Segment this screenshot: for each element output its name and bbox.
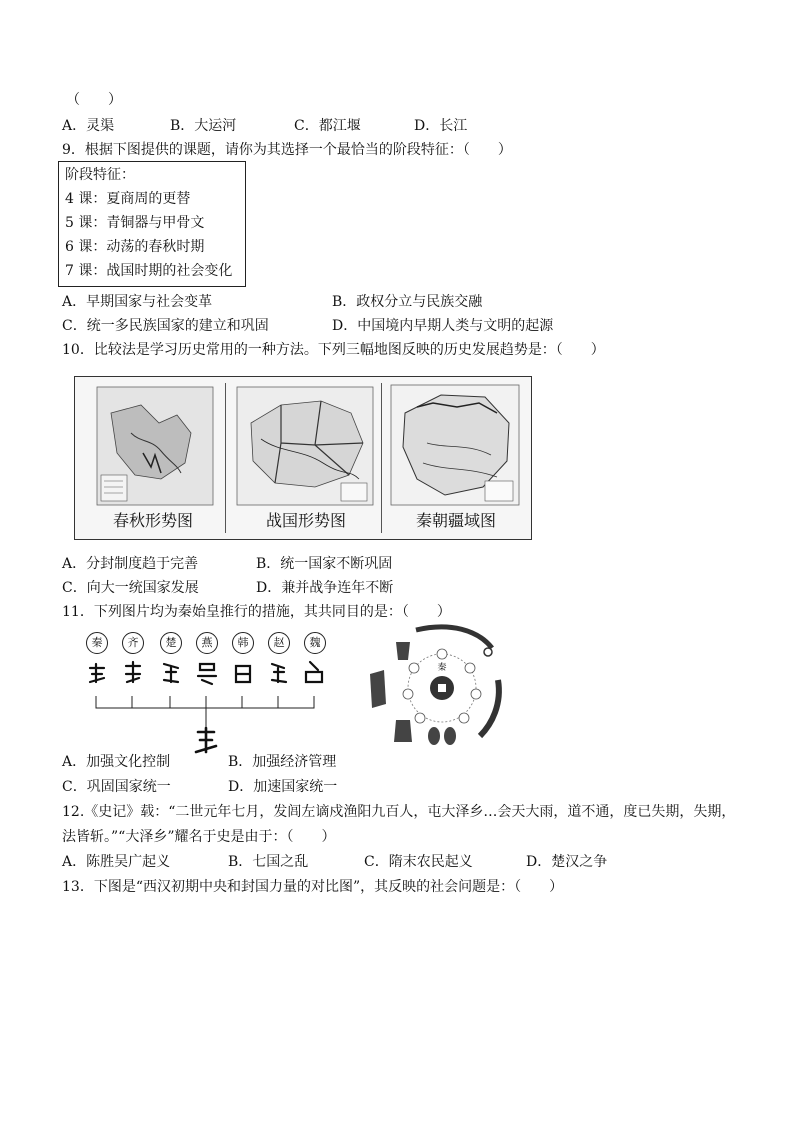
state-chu-label: 楚 <box>160 632 182 654</box>
q11-option-d[interactable]: D．加速国家统一 <box>228 779 338 795</box>
map-warring-states <box>231 383 382 533</box>
q9-box-row: 6 课：动荡的春秋时期 <box>65 239 205 255</box>
q10-option-c[interactable]: C．向大一统国家发展 <box>62 580 199 596</box>
q9-topic-box <box>58 161 246 287</box>
q8-option-c[interactable]: C．都江堰 <box>294 118 361 134</box>
q11-option-c[interactable]: C．巩固国家统一 <box>62 779 171 795</box>
map-icon <box>81 383 221 509</box>
state-yan-label: 燕 <box>196 632 218 654</box>
q9-option-b[interactable]: B．政权分立与民族交融 <box>332 294 483 310</box>
q9-stem: 9．根据下图提供的课题，请你为其选择一个最恰当的阶段特征：（ ） <box>62 142 512 158</box>
map-spring-autumn <box>81 383 226 533</box>
script-glyphs-diagram <box>86 656 336 766</box>
q12-stem-line2: 法皆斩。”“大泽乡”耀名于史是由于：（ ） <box>62 829 336 845</box>
q9-box-row: 4 课：夏商周的更替 <box>65 191 191 207</box>
map-caption: 战国形势图 <box>265 511 346 530</box>
map-caption: 秦朝疆域图 <box>415 511 496 530</box>
q11-option-a[interactable]: A．加强文化控制 <box>62 754 171 770</box>
q9-option-a[interactable]: A．早期国家与社会变革 <box>62 294 213 310</box>
q12-option-a[interactable]: A．陈胜吴广起义 <box>62 854 171 870</box>
q8-paren: （ ） <box>66 92 122 108</box>
coin-unification-diagram <box>360 624 530 754</box>
map-icon <box>231 383 379 509</box>
state-qi-label: 齐 <box>122 632 144 654</box>
q9-box-row: 7 课：战国时期的社会变化 <box>65 263 233 279</box>
q12-option-b[interactable]: B．七国之乱 <box>228 854 309 870</box>
map-qin-territory <box>387 383 525 533</box>
q11-option-b[interactable]: B．加强经济管理 <box>228 754 337 770</box>
state-han-label: 韩 <box>232 632 254 654</box>
q10-option-d[interactable]: D．兼并战争连年不断 <box>256 580 394 596</box>
q9-box-row: 5 课：青铜器与甲骨文 <box>65 215 205 231</box>
q8-option-d[interactable]: D．长江 <box>414 118 468 134</box>
q12-stem-line1: 12.《史记》载：“二世元年七月，发闾左谪戍渔阳九百人，屯大泽乡…会天大雨，道不通，度已失期，失期， <box>62 804 736 820</box>
q8-option-a[interactable]: A．灵渠 <box>62 118 115 134</box>
q10-option-a[interactable]: A．分封制度趋于完善 <box>62 556 199 572</box>
q10-maps-figure <box>74 376 532 540</box>
state-wei-label: 魏 <box>304 632 326 654</box>
q11-stem: 11．下列图片均为秦始皇推行的措施，其共同目的是：（ ） <box>62 604 451 620</box>
state-qin-label: 秦 <box>86 632 108 654</box>
q10-option-b[interactable]: B．统一国家不断巩固 <box>256 556 393 572</box>
map-icon <box>387 383 523 509</box>
map-caption: 春秋形势图 <box>112 511 193 530</box>
coin-center-label: 秦 <box>437 663 447 673</box>
q13-stem: 13．下图是“西汉初期中央和封国力量的对比图”，其反映的社会问题是：（ ） <box>62 879 564 895</box>
q9-box-title: 阶段特征： <box>65 167 135 183</box>
q10-stem: 10．比较法是学习历史常用的一种方法。下列三幅地图反映的历史发展趋势是：（ ） <box>62 342 605 358</box>
q9-option-c[interactable]: C．统一多民族国家的建立和巩固 <box>62 318 269 334</box>
q12-option-c[interactable]: C．隋末农民起义 <box>364 854 473 870</box>
q8-option-b[interactable]: B．大运河 <box>170 118 237 134</box>
q9-option-d[interactable]: D．中国境内早期人类与文明的起源 <box>332 318 554 334</box>
q12-option-d[interactable]: D．楚汉之争 <box>526 854 608 870</box>
state-zhao-label: 赵 <box>268 632 290 654</box>
